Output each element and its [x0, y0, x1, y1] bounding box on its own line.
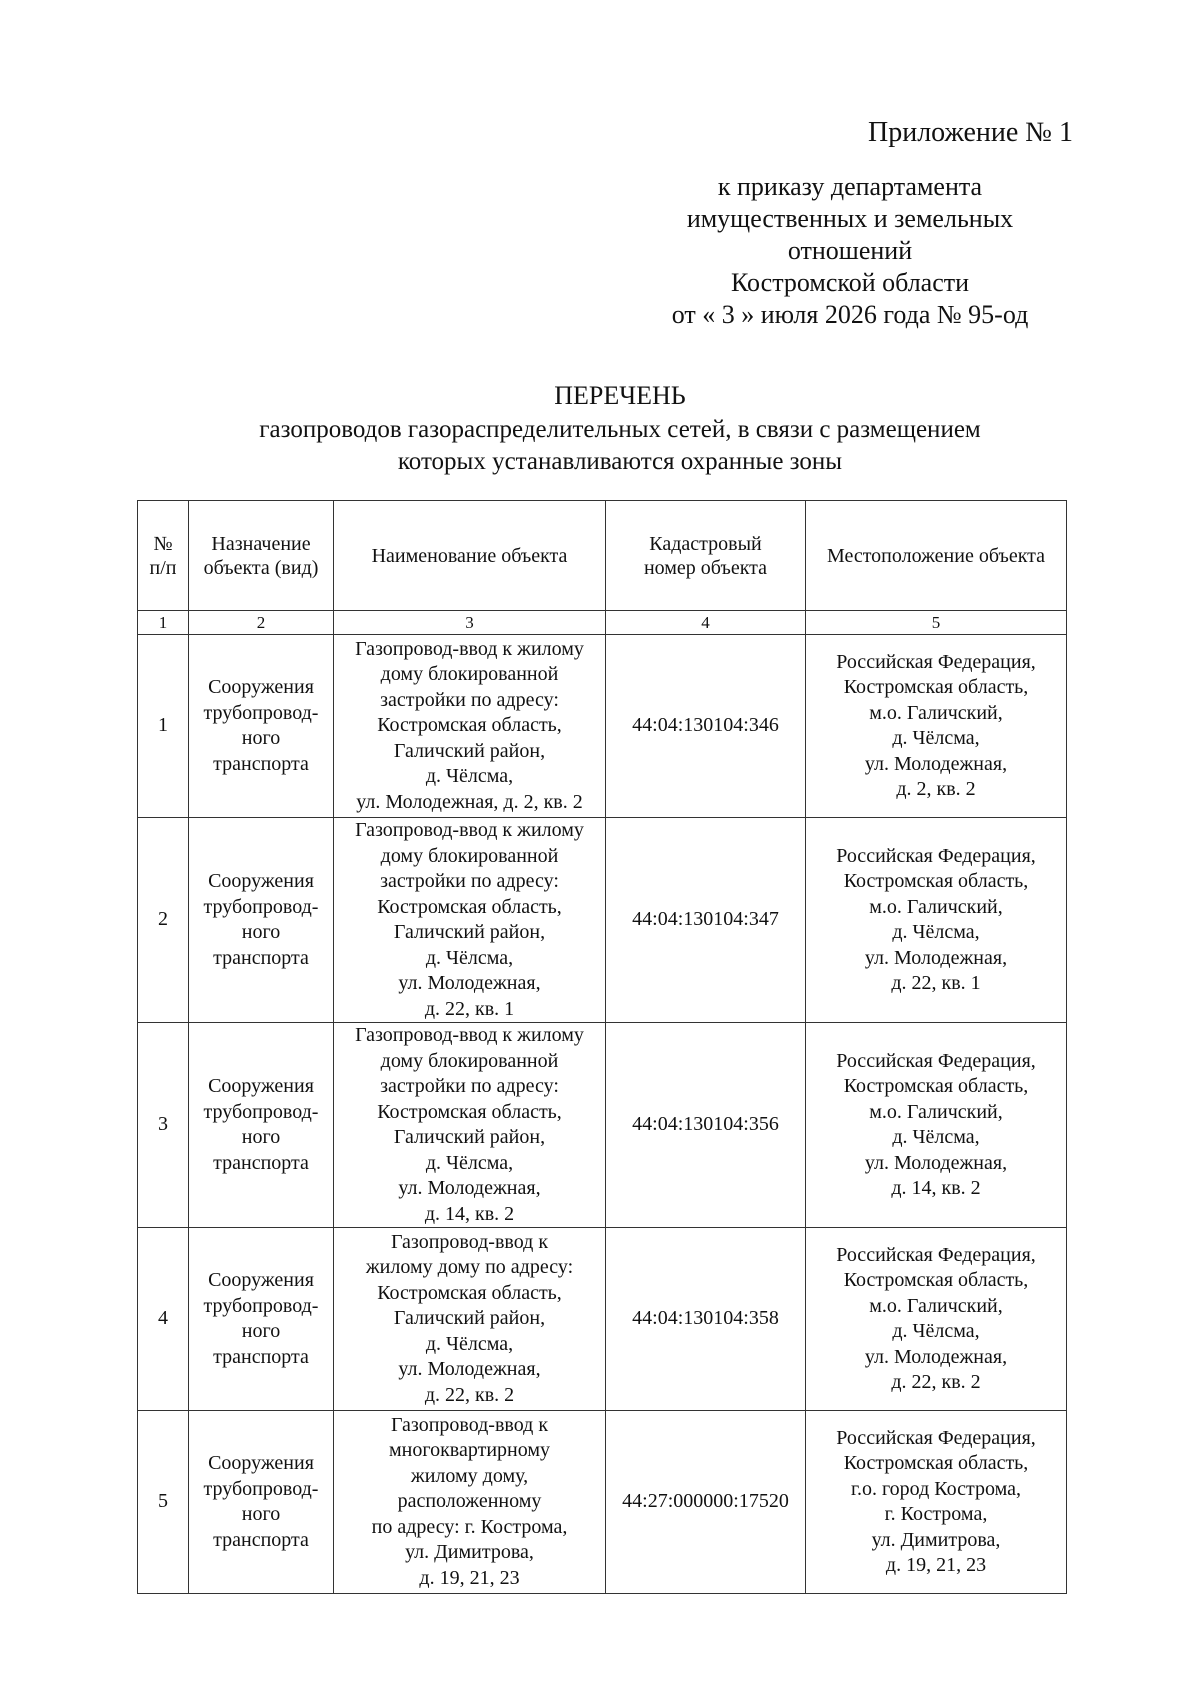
cadastral-number: 44:27:000000:17520 — [606, 1411, 806, 1594]
table-row — [138, 818, 1067, 1023]
column-number: 5 — [806, 611, 1067, 635]
order-line: отношений — [787, 236, 913, 265]
cadastral-number: 44:04:130104:346 — [606, 635, 806, 818]
table-row — [138, 1023, 1067, 1228]
object-name: Газопровод-ввод к жилому дому блокированной застройки по адресу: Костромская область, Галичский район, д. Чёлсма, ул. Молодежная, д. 22, кв. 1 — [334, 818, 606, 1023]
column-number: 4 — [606, 611, 806, 635]
document-title: ПЕРЕЧЕНЬ — [554, 381, 686, 410]
object-purpose: Сооружения трубопровод- ного транспорта — [189, 1023, 334, 1228]
object-name: Газопровод-ввод к жилому дому блокированной застройки по адресу: Костромская область, Галичский район, д. Чёлсма, ул. Молодежная, д. 14, кв. 2 — [334, 1023, 606, 1228]
cadastral-number: 44:04:130104:356 — [606, 1023, 806, 1228]
table-row — [138, 1228, 1067, 1411]
object-name: Газопровод-ввод к жилому дому блокированной застройки по адресу: Костромская область, Галичский район, д. Чёлсма, ул. Молодежная, д. 2, кв. 2 — [334, 635, 606, 818]
header-object-name: Наименование объекта — [334, 501, 606, 611]
column-number-row — [138, 611, 1067, 635]
row-number: 3 — [138, 1023, 189, 1228]
object-purpose: Сооружения трубопровод- ного транспорта — [189, 635, 334, 818]
header-location: Местоположение объекта — [806, 501, 1067, 611]
column-number: 1 — [138, 611, 189, 635]
subtitle-line: газопроводов газораспределительных сетей, в связи с размещением — [259, 416, 981, 443]
object-location: Российская Федерация, Костромская область, г.о. город Кострома, г. Кострома, ул. Димитрова, д. 19, 21, 23 — [806, 1411, 1067, 1594]
object-purpose: Сооружения трубопровод- ного транспорта — [189, 1228, 334, 1411]
table-body — [138, 635, 1067, 1594]
object-name: Газопровод-ввод к жилому дому по адресу: Костромская область, Галичский район, д. Чёлсма, ул. Молодежная, д. 22, кв. 2 — [334, 1228, 606, 1411]
object-location: Российская Федерация, Костромская область, м.о. Галичский, д. Чёлсма, ул. Молодежная, д. 22, кв. 1 — [806, 818, 1067, 1023]
column-number: 2 — [189, 611, 334, 635]
header-purpose: Назначение объекта (вид) — [189, 501, 334, 611]
cadastral-number: 44:04:130104:347 — [606, 818, 806, 1023]
table-header-row — [138, 501, 1067, 611]
object-location: Российская Федерация, Костромская область, м.о. Галичский, д. Чёлсма, ул. Молодежная, д. 14, кв. 2 — [806, 1023, 1067, 1228]
row-number: 5 — [138, 1411, 189, 1594]
order-line: от « 3 » июля 2026 года № 95-од — [671, 300, 1029, 329]
document-subtitle — [190, 414, 1050, 478]
order-line: к приказу департамента — [717, 172, 983, 201]
column-number: 3 — [334, 611, 606, 635]
object-purpose: Сооружения трубопровод- ного транспорта — [189, 818, 334, 1023]
table-row — [138, 635, 1067, 818]
header-number: № п/п — [138, 501, 189, 611]
table-row — [138, 1411, 1067, 1594]
appendix-number: Приложение № 1 — [868, 117, 1073, 148]
cadastral-number: 44:04:130104:358 — [606, 1228, 806, 1411]
object-location: Российская Федерация, Костромская область, м.о. Галичский, д. Чёлсма, ул. Молодежная, д. 22, кв. 2 — [806, 1228, 1067, 1411]
row-number: 1 — [138, 635, 189, 818]
row-number: 2 — [138, 818, 189, 1023]
object-name: Газопровод-ввод к многоквартирному жилому дому, расположенному по адресу: г. Кострома, ул. Димитрова, д. 19, 21, 23 — [334, 1411, 606, 1594]
object-purpose: Сооружения трубопровод- ного транспорта — [189, 1411, 334, 1594]
object-location: Российская Федерация, Костромская область, м.о. Галичский, д. Чёлсма, ул. Молодежная, д. 2, кв. 2 — [806, 635, 1067, 818]
order-reference — [630, 171, 1070, 331]
subtitle-line: которых устанавливаются охранные зоны — [397, 448, 843, 475]
header-cadastral-number: Кадастровый номер объекта — [606, 501, 806, 611]
row-number: 4 — [138, 1228, 189, 1411]
gas-pipeline-table — [137, 500, 1067, 1594]
order-line: Костромской области — [730, 268, 970, 297]
order-line: имущественных и земельных — [686, 204, 1014, 233]
